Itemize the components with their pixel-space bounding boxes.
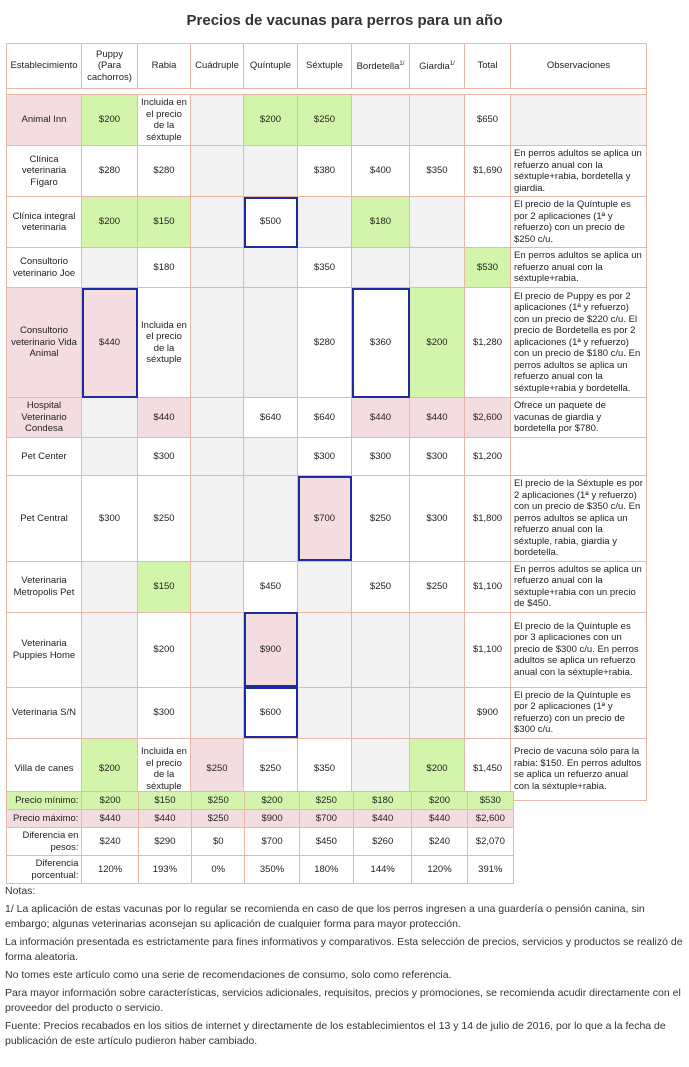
rabia-cell: $200 <box>138 612 191 687</box>
rabia-cell: Incluida en el precio de la séxtuple <box>138 738 191 800</box>
table-row <box>7 248 647 288</box>
quintuple-cell: $900 <box>244 612 298 687</box>
observaciones-cell <box>511 438 647 476</box>
sextuple-cell <box>298 197 352 248</box>
summary-value: $200 <box>82 792 138 810</box>
observaciones-cell: El precio de Puppy es por 2 aplicaciones (1ª y refuerzo) con un precio de $220 c/u. El precio de Bordetella es por 2 aplicaciones (1ª y refuerzo) con un precio de $180 c/u. En perros adultos se aplica un refuerzo anual con la séxtuple+rabia y bordetella. <box>511 288 647 398</box>
observaciones-cell: En perros adultos se aplica un refuerzo anual con la séxtuple+rabia. <box>511 248 647 288</box>
observaciones-cell: En perros adultos se aplica un refuerzo anual con la séxtuple+rabia, bordetella y giardia. <box>511 146 647 197</box>
notes-section <box>5 884 685 1052</box>
summary-value: $290 <box>138 828 191 856</box>
puppy-cell: $280 <box>82 146 138 197</box>
observaciones-cell: El precio de la Quíntuple es por 2 aplicaciones (1ª y refuerzo) con un precio de $250 c/u. <box>511 197 647 248</box>
establecimiento-cell: Pet Central <box>7 476 82 562</box>
sextuple-cell: $640 <box>298 398 352 438</box>
summary-value: $440 <box>412 810 467 828</box>
giardia-cell <box>410 612 465 687</box>
total-cell: $900 <box>465 687 511 738</box>
summary-label: Precio máximo: <box>7 810 82 828</box>
sextuple-cell: $250 <box>298 95 352 146</box>
note-paragraph: No tomes este artículo como una serie de recomendaciones de consumo, solo como referencia. <box>5 969 452 981</box>
rabia-cell: $300 <box>138 438 191 476</box>
sextuple-cell: $350 <box>298 738 352 800</box>
header-bordetella: Bordetella$^{1/}$ <box>352 44 410 89</box>
summary-value: $150 <box>138 792 191 810</box>
establecimiento-cell: Clínica integral veterinaria <box>7 197 82 248</box>
summary-value: 350% <box>245 856 299 884</box>
summary-value: $440 <box>82 810 138 828</box>
summary-table <box>6 791 514 884</box>
notes-heading: Notas: <box>5 885 36 897</box>
table-row <box>7 398 647 438</box>
summary-value: 0% <box>192 856 245 884</box>
quintuple-cell <box>244 288 298 398</box>
quintuple-cell: $640 <box>244 398 298 438</box>
rabia-cell: Incluida en el precio de la séxtuple <box>138 288 191 398</box>
puppy-cell <box>82 612 138 687</box>
summary-value: $260 <box>354 828 412 856</box>
note-paragraph: Para mayor información sobre características, servicios adicionales, requisitos, precios y promociones, se recomienda acudir directamente con el proveedor del producto o servicio. <box>5 987 681 1014</box>
summary-row <box>7 792 514 810</box>
cuadruple-cell: $250 <box>191 738 244 800</box>
observaciones-cell: El precio de la Séxtuple es por 2 aplicaciones (1ª y refuerzo) con un precio de $350 c/u. En perros adultos se aplica un refuerzo anual con la séxtuple, rabia, giardia y bordetella. <box>511 476 647 562</box>
summary-value: $440 <box>138 810 191 828</box>
summary-value: $240 <box>412 828 467 856</box>
observaciones-cell: El precio de la Quíntuple es por 3 aplicaciones con un precio de $300 c/u. En perros adultos se aplica un refuerzo anual con la séxtuple+rabia. <box>511 612 647 687</box>
puppy-cell <box>82 438 138 476</box>
cuadruple-cell <box>191 398 244 438</box>
giardia-cell: $300 <box>410 438 465 476</box>
giardia-cell <box>410 687 465 738</box>
giardia-cell <box>410 95 465 146</box>
quintuple-cell <box>244 248 298 288</box>
header-giardia: Giardia$^{1/}$ <box>410 44 465 89</box>
note-paragraph: 1/ La aplicación de estas vacunas por lo regular se recomienda en caso de que los perros ingresen a una guardería o pensión canina, sin embargo; algunas veterinarias aconsejan su aplicación de cualquier forma para mayor protección. <box>5 903 645 930</box>
sextuple-cell <box>298 561 352 612</box>
summary-value: $250 <box>299 792 353 810</box>
puppy-cell <box>82 248 138 288</box>
total-cell: $1,200 <box>465 438 511 476</box>
cuadruple-cell <box>191 687 244 738</box>
puppy-cell <box>82 398 138 438</box>
bordetella-cell: $440 <box>352 398 410 438</box>
total-cell: $1,450 <box>465 738 511 800</box>
table-row <box>7 197 647 248</box>
observaciones-cell: En perros adultos se aplica un refuerzo anual con la séxtuple+rabia con un precio de $450. <box>511 561 647 612</box>
rabia-cell: $150 <box>138 561 191 612</box>
total-cell: $1,690 <box>465 146 511 197</box>
establecimiento-cell: Animal Inn <box>7 95 82 146</box>
table-row <box>7 476 647 562</box>
observaciones-cell: Ofrece un paquete de vacunas de giardia y bordetella por $780. <box>511 398 647 438</box>
summary-value: $900 <box>245 810 299 828</box>
giardia-cell: $440 <box>410 398 465 438</box>
establecimiento-cell: Clínica veterinaria Fígaro <box>7 146 82 197</box>
bordetella-cell: $400 <box>352 146 410 197</box>
bordetella-cell: $250 <box>352 561 410 612</box>
puppy-cell: $200 <box>82 738 138 800</box>
establecimiento-cell: Pet Center <box>7 438 82 476</box>
summary-value: 120% <box>82 856 138 884</box>
establecimiento-cell: Veterinaria Puppies Home <box>7 612 82 687</box>
summary-value: $240 <box>82 828 138 856</box>
table-row <box>7 687 647 738</box>
header-row <box>7 44 647 89</box>
sextuple-cell <box>298 687 352 738</box>
total-cell: $1,280 <box>465 288 511 398</box>
total-cell: $2,600 <box>465 398 511 438</box>
establecimiento-cell: Veterinaria Metropolis Pet <box>7 561 82 612</box>
summary-value: $250 <box>192 810 245 828</box>
quintuple-cell <box>244 476 298 562</box>
summary-value: 120% <box>412 856 467 884</box>
header-sextuple: Séxtuple <box>298 44 352 89</box>
puppy-cell: $300 <box>82 476 138 562</box>
bordetella-cell: $250 <box>352 476 410 562</box>
puppy-cell: $200 <box>82 95 138 146</box>
giardia-cell <box>410 197 465 248</box>
cuadruple-cell <box>191 197 244 248</box>
puppy-cell <box>82 561 138 612</box>
total-cell: $1,100 <box>465 612 511 687</box>
summary-value: $450 <box>299 828 353 856</box>
total-cell: $650 <box>465 95 511 146</box>
cuadruple-cell <box>191 248 244 288</box>
rabia-cell: Incluida en el precio de la séxtuple <box>138 95 191 146</box>
quintuple-cell: $200 <box>244 95 298 146</box>
bordetella-cell <box>352 612 410 687</box>
header-observaciones: Observaciones <box>511 44 647 89</box>
note-paragraph: La información presentada es estrictamente para fines informativos y comparativos. Esta selección de precios, servicios y productos se realizó de forma aleatoria. <box>5 936 683 963</box>
establecimiento-cell: Villa de canes <box>7 738 82 800</box>
summary-value: $200 <box>245 792 299 810</box>
summary-value: $440 <box>354 810 412 828</box>
header-puppy: Puppy (Para cachorros) <box>82 44 138 89</box>
bordetella-cell: $300 <box>352 438 410 476</box>
observaciones-cell: Precio de vacuna sólo para la rabia: $150. En perros adultos se aplica un refuerzo anual con la séxtuple+rabia. <box>511 738 647 800</box>
summary-label: Diferencia en pesos: <box>7 828 82 856</box>
rabia-cell: $440 <box>138 398 191 438</box>
sextuple-cell: $350 <box>298 248 352 288</box>
summary-value: 193% <box>138 856 191 884</box>
cuadruple-cell <box>191 438 244 476</box>
rabia-cell: $250 <box>138 476 191 562</box>
table-row <box>7 95 647 146</box>
summary-value: $2,070 <box>467 828 513 856</box>
observaciones-cell <box>511 95 647 146</box>
puppy-cell: $440 <box>82 288 138 398</box>
summary-label: Precio mínimo: <box>7 792 82 810</box>
quintuple-cell: $500 <box>244 197 298 248</box>
summary-value: $0 <box>192 828 245 856</box>
quintuple-cell: $450 <box>244 561 298 612</box>
giardia-cell: $300 <box>410 476 465 562</box>
summary-value: 391% <box>467 856 513 884</box>
establecimiento-cell: Consultorio veterinario Vida Animal <box>7 288 82 398</box>
summary-row <box>7 828 514 856</box>
rabia-cell: $280 <box>138 146 191 197</box>
cuadruple-cell <box>191 561 244 612</box>
puppy-cell <box>82 687 138 738</box>
table-row <box>7 561 647 612</box>
total-cell: $1,800 <box>465 476 511 562</box>
summary-label: Diferencia porcentual: <box>7 856 82 884</box>
giardia-cell: $250 <box>410 561 465 612</box>
quintuple-cell <box>244 146 298 197</box>
cuadruple-cell <box>191 146 244 197</box>
table-row <box>7 612 647 687</box>
sextuple-cell: $700 <box>298 476 352 562</box>
summary-value: $200 <box>412 792 467 810</box>
summary-value: 144% <box>354 856 412 884</box>
summary-row <box>7 810 514 828</box>
total-cell: $530 <box>465 248 511 288</box>
quintuple-cell: $600 <box>244 687 298 738</box>
sextuple-cell: $300 <box>298 438 352 476</box>
giardia-cell: $350 <box>410 146 465 197</box>
summary-value: $2,600 <box>467 810 513 828</box>
bordetella-cell: $360 <box>352 288 410 398</box>
header-total: Total <box>465 44 511 89</box>
note-paragraph: Fuente: Precios recabados en los sitios de internet y directamente de los establecimientos el 13 y 14 de julio de 2016, por lo que a la fecha de publicación de este artículo pudieron haber cambiado. <box>5 1020 666 1047</box>
cuadruple-cell <box>191 612 244 687</box>
summary-row <box>7 856 514 884</box>
bordetella-cell: $180 <box>352 197 410 248</box>
observaciones-cell: El precio de la Quíntuple es por 2 aplicaciones (1ª y refuerzo) con un precio de $300 c/u. <box>511 687 647 738</box>
summary-value: $700 <box>299 810 353 828</box>
total-cell: $1,100 <box>465 561 511 612</box>
giardia-cell <box>410 248 465 288</box>
vaccine-price-table <box>6 43 647 801</box>
summary-value: $530 <box>467 792 513 810</box>
establecimiento-cell: Veterinaria S/N <box>7 687 82 738</box>
bordetella-cell <box>352 248 410 288</box>
summary-value: $700 <box>245 828 299 856</box>
rabia-cell: $180 <box>138 248 191 288</box>
table-row <box>7 438 647 476</box>
bordetella-cell <box>352 687 410 738</box>
sextuple-cell <box>298 612 352 687</box>
total-cell <box>465 197 511 248</box>
table-row <box>7 146 647 197</box>
giardia-cell: $200 <box>410 738 465 800</box>
header-quintuple: Quíntuple <box>244 44 298 89</box>
giardia-cell: $200 <box>410 288 465 398</box>
establecimiento-cell: Consultorio veterinario Joe <box>7 248 82 288</box>
header-rabia: Rabia <box>138 44 191 89</box>
header-establecimiento: Establecimiento <box>7 44 82 89</box>
summary-value: $180 <box>354 792 412 810</box>
bordetella-cell <box>352 95 410 146</box>
rabia-cell: $300 <box>138 687 191 738</box>
page-title: Precios de vacunas para perros para un año <box>186 12 503 29</box>
quintuple-cell <box>244 438 298 476</box>
sextuple-cell: $280 <box>298 288 352 398</box>
summary-value: $250 <box>192 792 245 810</box>
cuadruple-cell <box>191 288 244 398</box>
table-body <box>7 95 647 801</box>
cuadruple-cell <box>191 476 244 562</box>
cuadruple-cell <box>191 95 244 146</box>
establecimiento-cell: Hospital Veterinario Condesa <box>7 398 82 438</box>
puppy-cell: $200 <box>82 197 138 248</box>
header-cuadruple: Cuádruple <box>191 44 244 89</box>
table-row <box>7 288 647 398</box>
sextuple-cell: $380 <box>298 146 352 197</box>
summary-value: 180% <box>299 856 353 884</box>
quintuple-cell: $250 <box>244 738 298 800</box>
rabia-cell: $150 <box>138 197 191 248</box>
